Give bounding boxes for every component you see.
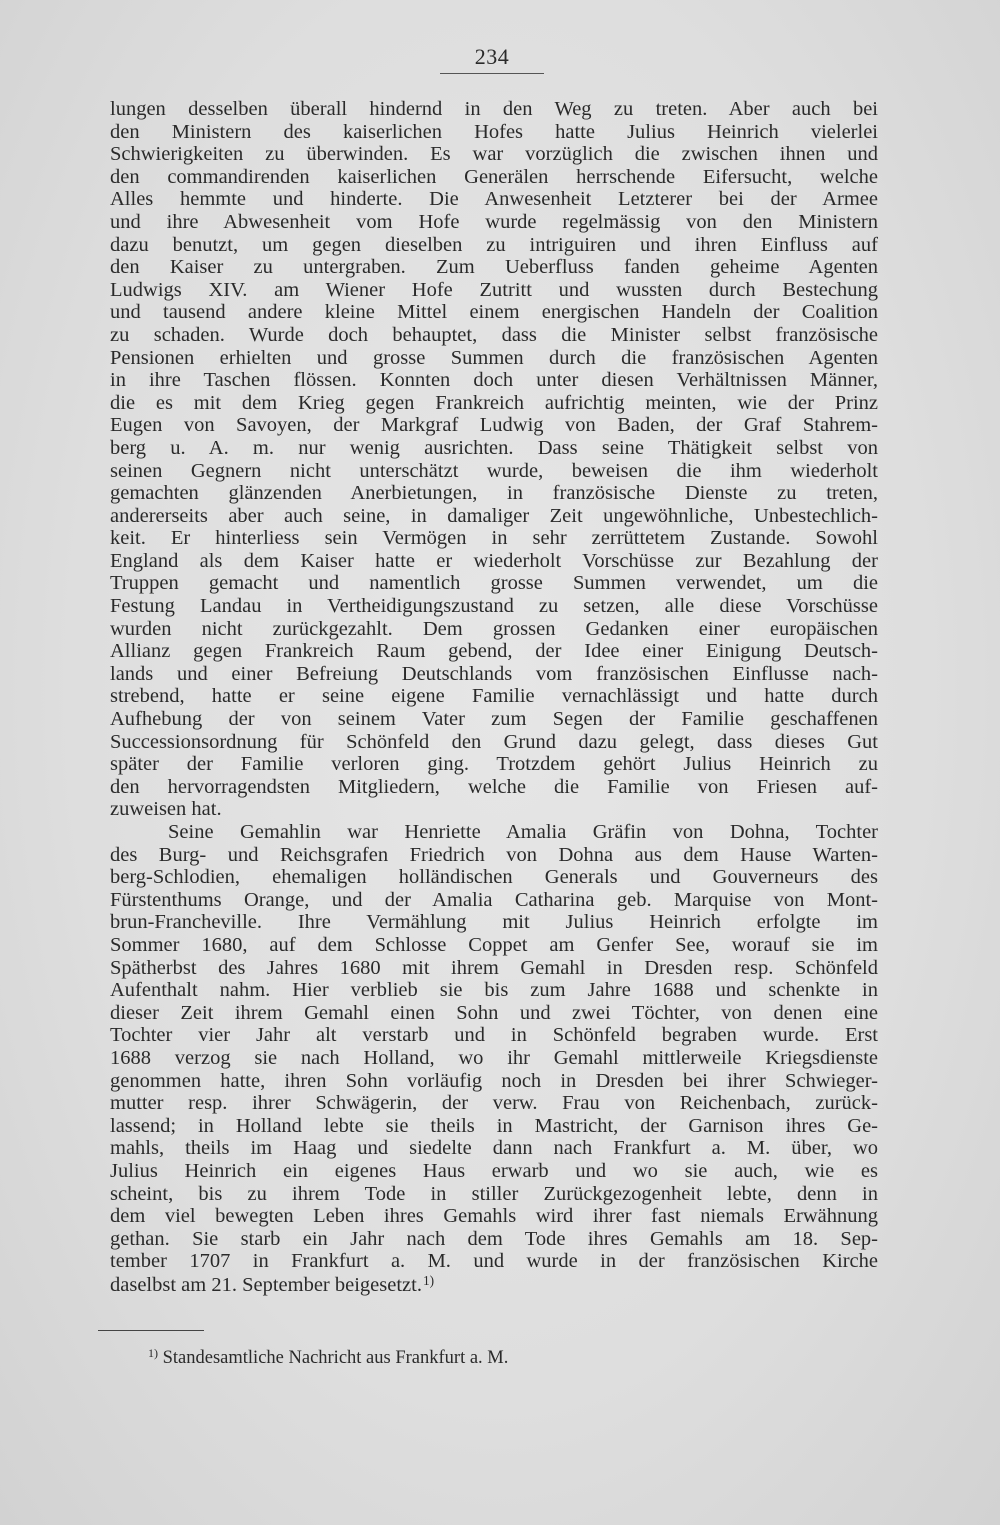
text-line: berg u. A. m. nur wenig ausrichten. Dass seine Thätigkeit selbst von	[110, 436, 878, 459]
text-line: Allianz gegen Frankreich Raum gebend, der Idee einer Einigung Deutsch-	[110, 640, 878, 663]
text-line: England als dem Kaiser hatte er wiederholt Vorschüsse zur Bezahlung der	[110, 549, 878, 572]
text-line: den Ministern des kaiserlichen Hofes hatte Julius Heinrich vielerlei	[110, 120, 878, 143]
text-line: seinen Gegnern nicht unterschätzt wurde, beweisen die ihm wiederholt	[110, 459, 878, 482]
text-line: den hervorragendsten Mitgliedern, welche die Familie von Friesen auf-	[110, 775, 878, 798]
footnote-rule	[98, 1330, 204, 1331]
footnote-text: Standesamtliche Nachricht aus Frankfurt a. M.	[162, 1348, 509, 1368]
text-line: berg-Schlodien, ehemaligen holländischen Generals und Gouverneurs des	[110, 866, 878, 889]
text-line: den commandirenden kaiserlichen Generälen herrschende Eifersucht, welche	[110, 165, 878, 188]
text-line: Successionsordnung für Schönfeld den Grund dazu gelegt, dass dieses Gut	[110, 730, 878, 753]
text-line: lands und einer Befreiung Deutschlands vom französischen Einflusse nach-	[110, 662, 878, 685]
page-number-rule	[440, 73, 544, 74]
text-line: Aufhebung der von seinem Vater zum Segen der Familie geschaffenen	[110, 708, 878, 731]
text-line: dieser Zeit ihrem Gemahl einen Sohn und zwei Töchter, von denen eine	[110, 1001, 878, 1024]
text-line: Truppen gemacht und namentlich grosse Summen verwendet, um die	[110, 572, 878, 595]
text-line: Tochter vier Jahr alt verstarb und in Schönfeld begraben wurde. Erst	[110, 1024, 878, 1047]
footnote-ref: 1)	[422, 1272, 435, 1288]
text-line: dem viel bewegten Leben ihres Gemahls wird ihrer fast niemals Erwähnung	[110, 1205, 878, 1228]
text-line: zuweisen hat.	[110, 798, 222, 821]
text-line: 1688 verzog sie nach Holland, wo ihr Gemahl mittlerweile Kriegsdienste	[110, 1046, 878, 1069]
text-line: Seine Gemahlin war Henriette Amalia Gräfin von Dohna, Tochter	[168, 821, 878, 843]
text-line: die es mit dem Krieg gegen Frankreich aufrichtig meinten, wie der Prinz	[110, 391, 878, 414]
text-line: dazu benutzt, um gegen dieselben zu intriguiren und ihren Einfluss auf	[110, 233, 878, 256]
text-line: mutter resp. ihrer Schwägerin, der verw. Frau von Reichenbach, zurück-	[110, 1092, 878, 1115]
text-line: gemachten glänzenden Anerbietungen, in französische Dienste zu treten,	[110, 482, 878, 505]
text-line: Festung Landau in Vertheidigungszustand zu setzen, alle diese Vorschüsse	[110, 595, 878, 618]
text-line: lungen desselben überall hindernd in den Weg zu treten. Aber auch bei	[110, 98, 878, 120]
text-line: Ludwigs XIV. am Wiener Hofe Zutritt und wussten durch Bestechung	[110, 278, 878, 301]
text-line: Aufenthalt nahm. Hier verblieb sie bis zum Jahre 1688 und schenkte in	[110, 979, 878, 1002]
text-line: strebend, hatte er seine eigene Familie vernachlässigt und hatte durch	[110, 685, 878, 708]
text-line: gethan. Sie starb ein Jahr nach dem Tode ihres Gemahls am 18. Sep-	[110, 1227, 878, 1250]
text-line: Schwierigkeiten zu überwinden. Es war vorzüglich die zwischen ihnen und	[110, 143, 878, 166]
text-line: scheint, bis zu ihrem Tode in stiller Zurückgezogenheit lebte, denn in	[110, 1182, 878, 1205]
text-line: keit. Er hinterliess sein Vermögen in sehr zerrüttetem Zustande. Sowohl	[110, 527, 878, 550]
body-text	[110, 98, 878, 1297]
text-line: genommen hatte, ihren Sohn vorläufig noch in Dresden bei ihrer Schwieger-	[110, 1069, 878, 1092]
text-line: wurden nicht zurückgezahlt. Dem grossen Gedanken einer europäischen	[110, 617, 878, 640]
footnote	[148, 1346, 508, 1369]
text-line: in ihre Taschen flössen. Konnten doch unter diesen Verhältnissen Männer,	[110, 369, 878, 392]
text-line: lassend; in Holland lebte sie theils in Mastricht, der Garnison ihres Ge-	[110, 1114, 878, 1137]
text-line: Alles hemmte und hinderte. Die Anwesenheit Letzterer bei der Armee	[110, 188, 878, 211]
text-line: Spätherbst des Jahres 1680 mit ihrem Gemahl in Dresden resp. Schönfeld	[110, 956, 878, 979]
text-line: später der Familie verloren ging. Trotzdem gehört Julius Heinrich zu	[110, 753, 878, 776]
text-line: brun-Francheville. Ihre Vermählung mit Julius Heinrich erfolgte im	[110, 911, 878, 934]
footnote-marker: 1)	[148, 1346, 158, 1360]
text-line: mahls, theils im Haag und siedelte dann nach Frankfurt a. M. über, wo	[110, 1137, 878, 1160]
text-line: Fürstenthums Orange, und der Amalia Catharina geb. Marquise von Mont-	[110, 888, 878, 911]
text-line: Pensionen erhielten und grosse Summen durch die französischen Agenten	[110, 346, 878, 369]
text-line: daselbst am 21. September beigesetzt.	[110, 1274, 422, 1297]
text-line: den Kaiser zu untergraben. Zum Ueberfluss fanden geheime Agenten	[110, 256, 878, 279]
text-line: Eugen von Savoyen, der Markgraf Ludwig von Baden, der Graf Stahrem-	[110, 414, 878, 437]
text-line: tember 1707 in Frankfurt a. M. und wurde in der französischen Kirche	[110, 1250, 878, 1273]
page-number: 234	[474, 44, 510, 69]
text-line: und tausend andere kleine Mittel einem energischen Handeln der Coalition	[110, 301, 878, 324]
text-line: des Burg- und Reichsgrafen Friedrich von Dohna aus dem Hause Warten-	[110, 843, 878, 866]
text-line: zu schaden. Wurde doch behauptet, dass die Minister selbst französische	[110, 323, 878, 346]
text-line: und ihre Abwesenheit vom Hofe wurde regelmässig von den Ministern	[110, 210, 878, 233]
text-line: Sommer 1680, auf dem Schlosse Coppet am Genfer See, worauf sie im	[110, 933, 878, 956]
text-line: Julius Heinrich ein eigenes Haus erwarb und wo sie auch, wie es	[110, 1159, 878, 1182]
text-line: andererseits aber auch seine, in damaliger Zeit ungewöhnliche, Unbestechlich-	[110, 504, 878, 527]
